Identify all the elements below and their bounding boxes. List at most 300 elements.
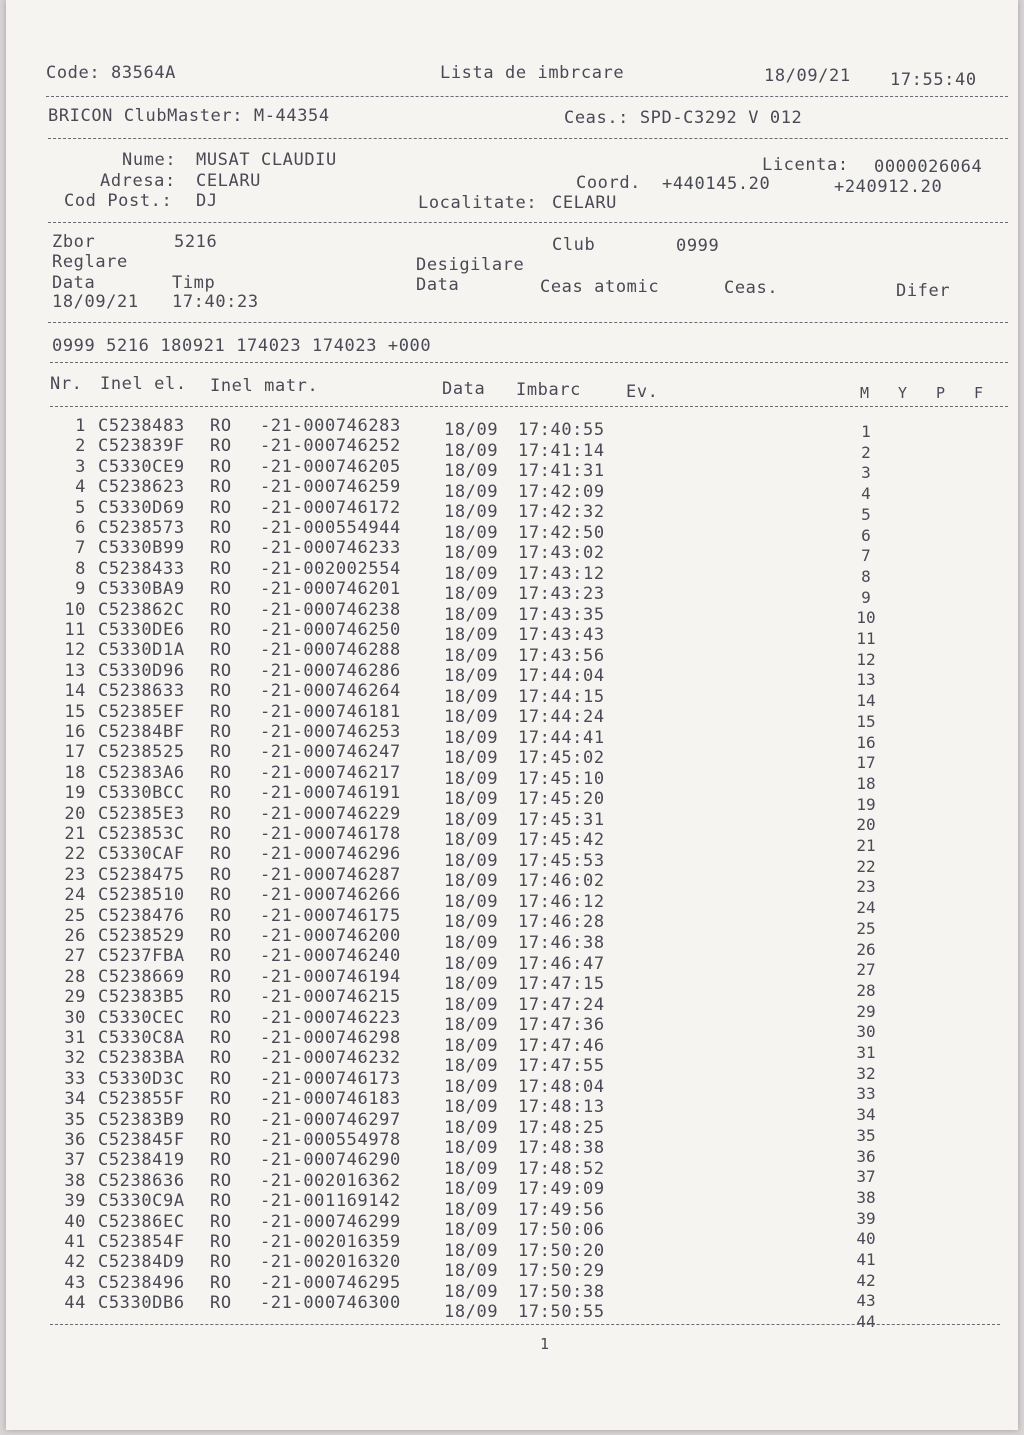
ring-nr: 11 [64, 620, 86, 640]
ring-nr: 14 [64, 681, 86, 702]
arrival-date: 18/09 [444, 1117, 499, 1138]
divider [48, 222, 1008, 223]
ring-electronic-id: C52384BF [98, 722, 185, 742]
ring-country: RO [210, 1170, 232, 1191]
ring-country: RO [210, 987, 232, 1008]
col-f: F [974, 384, 984, 402]
timp-label: Timp [172, 273, 216, 293]
position-number: 14 [856, 691, 876, 711]
ring-country: RO [210, 1232, 232, 1252]
position-number: 24 [856, 898, 876, 918]
arrival-date: 18/09 [444, 1220, 499, 1241]
arrival-time: 17:46:28 [518, 912, 605, 933]
arrival-time: 17:45:20 [518, 789, 605, 810]
position-number: 16 [856, 732, 876, 752]
nume-value: MUSAT CLAUDIU [196, 150, 337, 170]
ring-electronic-id: C52383B9 [98, 1109, 185, 1130]
arrival-date: 18/09 [444, 707, 499, 728]
ring-country: RO [210, 518, 232, 538]
ring-number: -21-000746283 [260, 416, 401, 436]
ring-country: RO [210, 844, 232, 865]
ring-nr: 29 [64, 987, 86, 1008]
ring-nr: 25 [64, 905, 86, 926]
ring-nr: 30 [64, 1007, 86, 1028]
ring-electronic-id: C523862C [98, 599, 185, 620]
position-number: 36 [856, 1146, 876, 1166]
ring-country: RO [210, 538, 232, 559]
arrival-date: 18/09 [444, 686, 499, 707]
ring-nr: 36 [64, 1130, 86, 1150]
arrival-date: 18/09 [444, 1015, 499, 1036]
arrival-time: 17:46:47 [518, 953, 605, 974]
position-number: 9 [861, 587, 871, 607]
ring-country: RO [210, 762, 232, 783]
arrival-time: 17:43:23 [518, 584, 605, 605]
arrival-date: 18/09 [444, 1261, 499, 1282]
arrival-date: 18/09 [444, 953, 499, 974]
ring-nr: 4 [75, 477, 86, 498]
position-number: 42 [856, 1270, 876, 1290]
licenta-value: 0000026064 [874, 157, 983, 177]
ring-number: -21-000746238 [260, 599, 401, 620]
arrival-time: 17:47:36 [518, 1015, 605, 1036]
ring-nr: 8 [75, 558, 86, 579]
ring-number: -21-000746232 [260, 1048, 401, 1069]
arrival-date: 18/09 [444, 1158, 499, 1179]
reglare-label: Reglare [52, 252, 128, 272]
arrival-time: 17:40:55 [518, 420, 605, 440]
position-number: 40 [856, 1229, 876, 1249]
position-number: 22 [856, 856, 876, 876]
col-inel-el: Inel el. [100, 374, 187, 394]
ring-number: -21-000746217 [260, 762, 401, 783]
position-number: 29 [856, 1001, 876, 1021]
col-p: P [936, 384, 946, 402]
data-label: Data [52, 273, 96, 293]
arrival-date: 18/09 [444, 912, 499, 933]
ring-number: -21-000746266 [260, 885, 401, 906]
ring-country: RO [210, 1028, 232, 1048]
ring-nr: 12 [64, 640, 86, 661]
ring-electronic-id: C5238636 [98, 1170, 185, 1191]
arrival-date: 18/09 [444, 584, 499, 605]
desigilare-data-label: Data [416, 275, 460, 295]
arrival-time: 17:44:15 [518, 686, 605, 707]
arrival-date: 18/09 [444, 768, 499, 789]
ring-number: -21-000746229 [260, 803, 401, 824]
ring-number: -21-000746298 [260, 1028, 401, 1048]
ring-electronic-id: C52384D9 [98, 1252, 185, 1273]
ring-nr: 34 [64, 1089, 86, 1110]
position-number: 43 [856, 1291, 876, 1311]
ring-number: -21-000746247 [260, 742, 401, 763]
ring-electronic-id: C5238419 [98, 1150, 185, 1171]
ring-nr: 38 [64, 1170, 86, 1191]
localitate-value: CELARU [552, 193, 618, 213]
ring-number: -21-000746290 [260, 1150, 401, 1171]
arrival-date: 18/09 [444, 1035, 499, 1056]
position-number: 44 [856, 1312, 876, 1332]
arrival-date: 18/09 [444, 727, 499, 748]
ring-electronic-id: C5238483 [98, 416, 185, 436]
arrival-date: 18/09 [444, 1076, 499, 1097]
ring-number: -21-002002554 [260, 558, 401, 579]
ring-electronic-id: C5330B99 [98, 538, 185, 559]
position-number: 20 [856, 815, 876, 835]
ring-country: RO [210, 1293, 232, 1314]
arrival-time: 17:47:46 [518, 1035, 605, 1056]
ring-country: RO [210, 1089, 232, 1110]
arrival-time: 17:45:31 [518, 809, 605, 830]
ring-electronic-id: C5238496 [98, 1272, 185, 1293]
arrival-time: 17:47:55 [518, 1056, 605, 1077]
arrival-time: 17:43:43 [518, 625, 605, 646]
ring-country: RO [210, 905, 232, 926]
ring-country: RO [210, 926, 232, 946]
position-number: 12 [856, 649, 876, 669]
ring-number: -21-000746252 [260, 436, 401, 457]
ring-country: RO [210, 1007, 232, 1028]
ring-electronic-id: C5238573 [98, 518, 185, 538]
ring-number: -21-000746215 [260, 987, 401, 1008]
ring-electronic-id: C5238476 [98, 905, 185, 926]
position-number: 33 [856, 1084, 876, 1104]
ring-country: RO [210, 640, 232, 661]
arrival-date: 18/09 [444, 481, 499, 502]
col-imbarc: Imbarc [516, 380, 582, 400]
ring-nr: 6 [75, 518, 86, 538]
ring-nr: 23 [64, 864, 86, 885]
arrival-time: 17:42:09 [518, 481, 605, 502]
ring-nr: 5 [75, 497, 86, 518]
arrival-time: 17:48:04 [518, 1076, 605, 1097]
position-number: 2 [861, 442, 871, 462]
position-number: 13 [856, 670, 876, 690]
arrival-time: 17:43:02 [518, 543, 605, 564]
ceas-atomic-label: Ceas atomic [540, 277, 660, 297]
col-data: Data [442, 379, 486, 399]
ring-country: RO [210, 864, 232, 885]
ring-country: RO [210, 1252, 232, 1273]
ring-electronic-id: C52383B5 [98, 987, 185, 1008]
ring-electronic-id: C5238623 [98, 477, 185, 498]
ring-country: RO [210, 803, 232, 824]
ring-country: RO [210, 1211, 232, 1232]
ring-nr: 19 [64, 783, 86, 804]
arrival-time: 17:50:29 [518, 1261, 605, 1282]
ring-electronic-id: C52386EC [98, 1211, 185, 1232]
arrival-time: 17:50:38 [518, 1281, 605, 1302]
arrival-time: 17:48:38 [518, 1138, 605, 1159]
ring-country: RO [210, 681, 232, 702]
zbor-label: Zbor [52, 232, 96, 252]
arrival-time: 17:42:32 [518, 502, 605, 523]
ring-number: -21-000746296 [260, 844, 401, 865]
reglare-timp: 17:40:23 [172, 292, 259, 312]
ring-nr: 37 [64, 1150, 86, 1171]
arrival-time: 17:42:50 [518, 522, 605, 543]
ring-electronic-id: C5238633 [98, 681, 185, 702]
reglare-data: 18/09/21 [52, 292, 139, 312]
arrival-time: 17:50:20 [518, 1240, 605, 1261]
ring-number: -21-000746172 [260, 497, 401, 518]
position-number: 10 [856, 608, 876, 628]
arrival-date: 18/09 [444, 748, 499, 769]
ring-number: -21-000746286 [260, 660, 401, 681]
col-y: Y [898, 384, 908, 402]
ring-country: RO [210, 722, 232, 742]
ring-nr: 31 [64, 1028, 86, 1048]
ring-electronic-id: C52383A6 [98, 762, 185, 783]
arrival-time: 17:46:38 [518, 933, 605, 953]
divider [46, 96, 1008, 97]
arrival-time: 17:44:04 [518, 666, 605, 687]
ring-electronic-id: C5330CAF [98, 844, 185, 865]
ring-country: RO [210, 416, 232, 436]
ring-electronic-id: C523854F [98, 1232, 185, 1252]
ring-number: -21-000746173 [260, 1068, 401, 1089]
ring-nr: 40 [64, 1211, 86, 1232]
ring-nr: 9 [75, 579, 86, 600]
col-ev: Ev. [626, 382, 659, 402]
ring-number: -21-002016362 [260, 1170, 401, 1191]
ring-number: -21-002016359 [260, 1232, 401, 1252]
position-number: 25 [856, 918, 876, 938]
ring-country: RO [210, 1272, 232, 1293]
ring-country: RO [210, 660, 232, 681]
ring-electronic-id: C5237FBA [98, 946, 185, 967]
col-nr: Nr. [50, 374, 83, 394]
ring-electronic-id: C5330DB6 [98, 1293, 185, 1314]
document-title: Lista de imbrcare [440, 63, 625, 83]
table-row [6, 1252, 1018, 1282]
ring-nr: 41 [64, 1232, 86, 1252]
arrival-date: 18/09 [444, 789, 499, 810]
arrival-time: 17:46:12 [518, 891, 605, 912]
arrival-time: 17:44:24 [518, 707, 605, 728]
position-number: 5 [861, 504, 871, 524]
ring-nr: 2 [75, 436, 86, 457]
ring-electronic-id: C523839F [98, 436, 185, 457]
ring-nr: 21 [64, 824, 86, 844]
position-number: 23 [856, 877, 876, 897]
arrival-time: 17:44:41 [518, 727, 605, 748]
position-number: 27 [856, 960, 876, 980]
arrival-time: 17:43:35 [518, 604, 605, 625]
col-m: M [860, 384, 870, 402]
ring-electronic-id: C5330D1A [98, 640, 185, 661]
ring-number: -21-000746191 [260, 783, 401, 804]
ring-country: RO [210, 477, 232, 498]
ring-number: -21-000554944 [260, 518, 401, 538]
ring-number: -21-000746287 [260, 864, 401, 885]
position-number: 31 [856, 1043, 876, 1062]
ring-number: -21-000746250 [260, 620, 401, 640]
ring-country: RO [210, 436, 232, 457]
position-number: 8 [861, 566, 871, 586]
ring-electronic-id: C5330CEC [98, 1007, 185, 1028]
arrival-date: 18/09 [444, 933, 499, 953]
ring-number: -21-000746259 [260, 477, 401, 498]
ring-number: -21-000746183 [260, 1089, 401, 1110]
header-time: 17:55:40 [890, 70, 977, 90]
arrival-date: 18/09 [444, 420, 499, 440]
ring-electronic-id: C5238525 [98, 742, 185, 763]
arrival-date: 18/09 [444, 461, 499, 482]
arrival-date: 18/09 [444, 830, 499, 851]
position-number: 21 [856, 836, 876, 855]
coord-lon: +240912.20 [834, 177, 943, 197]
arrival-time: 17:50:55 [518, 1302, 605, 1323]
ring-nr: 7 [75, 538, 86, 559]
position-number: 18 [856, 773, 876, 793]
arrival-time: 17:45:53 [518, 850, 605, 871]
ring-nr: 32 [64, 1048, 86, 1069]
coord-lat: +440145.20 [662, 174, 771, 194]
position-number: 26 [856, 939, 876, 959]
ring-country: RO [210, 885, 232, 906]
arrival-date: 18/09 [444, 809, 499, 830]
printout-page [6, 0, 1018, 1430]
position-number: 38 [856, 1187, 876, 1207]
arrival-date: 18/09 [444, 1302, 499, 1323]
position-number: 37 [856, 1167, 876, 1187]
ring-nr: 13 [64, 660, 86, 681]
position-number: 7 [861, 546, 871, 566]
ring-number: -21-000746200 [260, 926, 401, 946]
arrival-date: 18/09 [444, 1240, 499, 1261]
arrival-time: 17:45:10 [518, 768, 605, 789]
arrival-time: 17:48:52 [518, 1158, 605, 1179]
arrival-date: 18/09 [444, 625, 499, 646]
ring-number: -21-000746233 [260, 538, 401, 559]
position-number: 1 [861, 422, 871, 441]
ring-number: -21-000746178 [260, 824, 401, 844]
arrival-date: 18/09 [444, 563, 499, 584]
ring-nr: 1 [75, 416, 86, 436]
ring-number: -21-000746201 [260, 579, 401, 600]
arrival-date: 18/09 [444, 440, 499, 461]
arrival-date: 18/09 [444, 891, 499, 912]
coord-label: Coord. [576, 173, 642, 193]
position-number: 35 [856, 1125, 876, 1145]
ring-country: RO [210, 824, 232, 844]
ring-number: -21-000746223 [260, 1007, 401, 1028]
ring-nr: 33 [64, 1068, 86, 1089]
ring-electronic-id: C52385E3 [98, 803, 185, 824]
ring-electronic-id: C5238433 [98, 558, 185, 579]
arrival-time: 17:43:56 [518, 645, 605, 666]
nume-label: Nume: [122, 150, 177, 170]
codpost-value: DJ [196, 191, 218, 211]
clubmaster-label: BRICON ClubMaster: M-44354 [48, 106, 330, 126]
ring-electronic-id: C5330D3C [98, 1068, 185, 1089]
arrival-time: 17:48:25 [518, 1117, 605, 1138]
ring-nr: 18 [64, 762, 86, 783]
ring-nr: 16 [64, 722, 86, 742]
ring-nr: 44 [64, 1293, 86, 1314]
arrival-date: 18/09 [444, 666, 499, 687]
ring-nr: 26 [64, 926, 86, 946]
arrival-time: 17:50:06 [518, 1220, 605, 1241]
arrival-time: 17:49:09 [518, 1179, 605, 1200]
arrival-date: 18/09 [444, 1281, 499, 1302]
ring-electronic-id: C52383BA [98, 1048, 185, 1069]
ring-country: RO [210, 599, 232, 620]
adresa-value: CELARU [196, 171, 262, 191]
position-number: 4 [861, 484, 871, 504]
flight-code-line: 0999 5216 180921 174023 174023 +000 [52, 336, 432, 356]
arrival-date: 18/09 [444, 645, 499, 666]
position-number: 28 [856, 980, 876, 1000]
arrival-time: 17:41:31 [518, 461, 605, 482]
position-number: 17 [856, 753, 876, 773]
ring-electronic-id: C5238510 [98, 885, 185, 906]
divider [50, 406, 1008, 407]
club-value: 0999 [676, 236, 720, 256]
arrival-date: 18/09 [444, 543, 499, 564]
ring-country: RO [210, 1150, 232, 1171]
position-number: 3 [861, 463, 871, 483]
ring-number: -21-000746295 [260, 1272, 401, 1293]
ring-number: -21-000746299 [260, 1211, 401, 1232]
desigilare-label: Desigilare [416, 255, 525, 275]
ring-number: -21-000746253 [260, 722, 401, 742]
ring-number: -21-000746205 [260, 456, 401, 477]
ring-number: -21-000746175 [260, 905, 401, 926]
ring-country: RO [210, 1109, 232, 1130]
ring-country: RO [210, 456, 232, 477]
ring-country: RO [210, 1048, 232, 1069]
ring-number: -21-000746194 [260, 966, 401, 987]
ring-nr: 15 [64, 701, 86, 722]
zbor-value: 5216 [174, 232, 218, 252]
ring-electronic-id: C5330BCC [98, 783, 185, 804]
arrival-date: 18/09 [444, 522, 499, 543]
arrival-time: 17:45:02 [518, 748, 605, 769]
arrival-time: 17:41:14 [518, 440, 605, 461]
ring-country: RO [210, 620, 232, 640]
divider [48, 322, 1008, 323]
difer-label: Difer [896, 281, 951, 301]
ceas-label: Ceas.: SPD-C3292 V 012 [564, 108, 803, 128]
ring-country: RO [210, 742, 232, 763]
table-row [6, 1293, 1018, 1323]
arrival-date: 18/09 [444, 1138, 499, 1159]
arrival-date: 18/09 [444, 502, 499, 523]
code-label: Code: 83564A [46, 63, 177, 83]
ring-electronic-id: C523853C [98, 824, 185, 844]
arrival-time: 17:47:15 [518, 974, 605, 995]
arrival-time: 17:45:42 [518, 830, 605, 851]
arrival-time: 17:46:02 [518, 871, 605, 892]
ring-electronic-id: C5330CE9 [98, 456, 185, 477]
ring-nr: 28 [64, 966, 86, 987]
position-number: 32 [856, 1063, 876, 1083]
ring-country: RO [210, 579, 232, 600]
ring-nr: 3 [75, 456, 86, 477]
ring-country: RO [210, 497, 232, 518]
ring-electronic-id: C5330D69 [98, 497, 185, 518]
club-label: Club [552, 235, 596, 255]
arrival-date: 18/09 [444, 1199, 499, 1220]
ring-country: RO [210, 1191, 232, 1212]
ring-nr: 20 [64, 803, 86, 824]
arrival-date: 18/09 [444, 1097, 499, 1118]
arrival-time: 17:49:56 [518, 1199, 605, 1220]
ring-number: -21-000746181 [260, 701, 401, 722]
ring-nr: 43 [64, 1272, 86, 1293]
